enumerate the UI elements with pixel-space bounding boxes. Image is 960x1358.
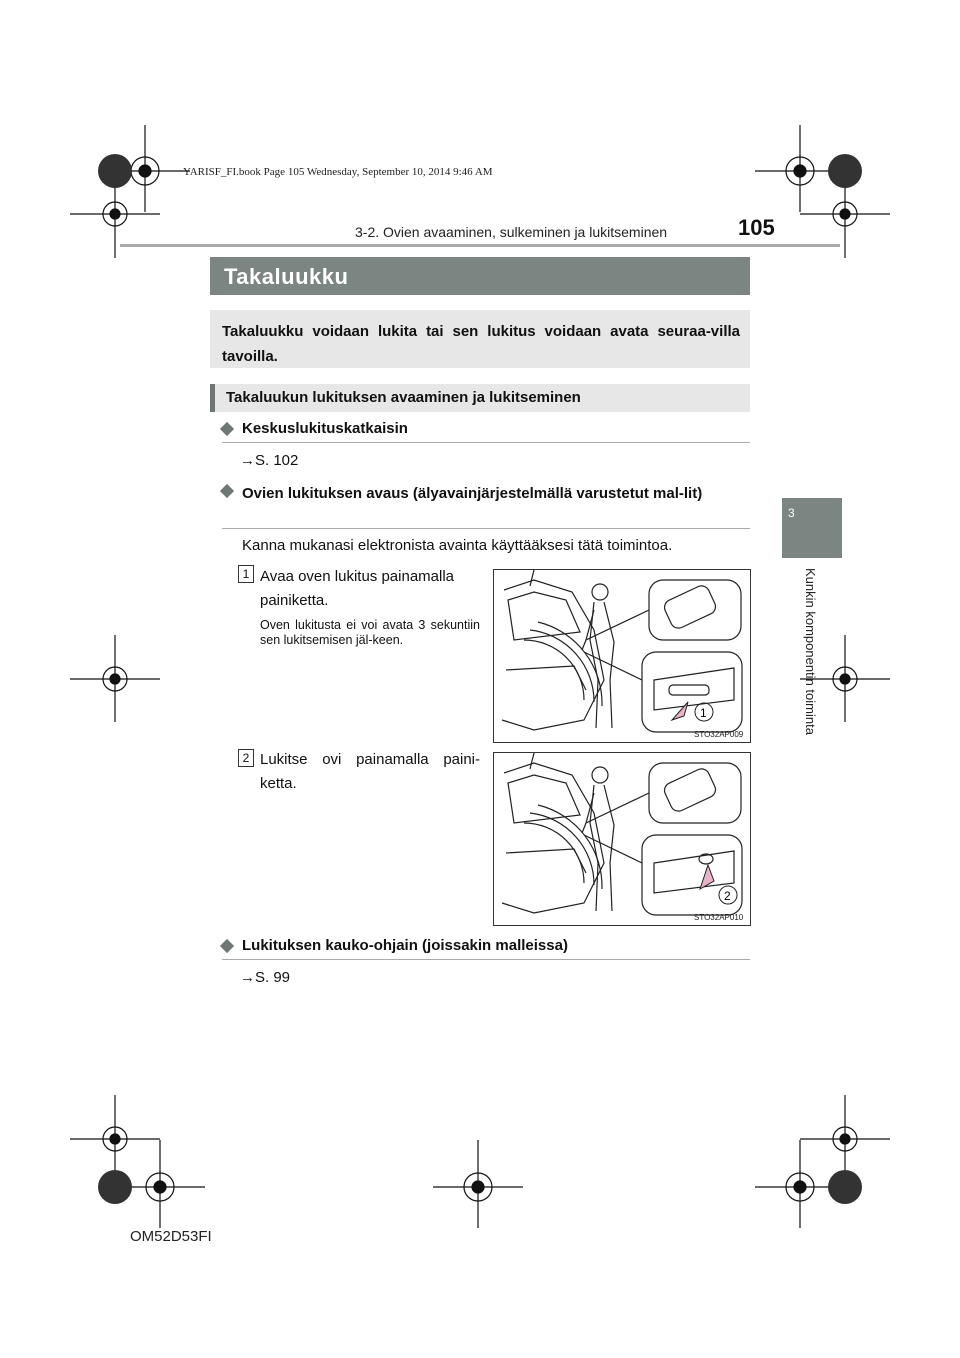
figure-unlock bbox=[493, 569, 751, 743]
chapter-tab bbox=[782, 498, 842, 558]
item-reference: →S. 102 bbox=[240, 452, 299, 469]
step-number: 1 bbox=[238, 565, 254, 583]
item-heading: Ovien lukituksen avaus (älyavainjärjestelmällä varustetut mal-lit) bbox=[242, 485, 703, 502]
figure-callout-number: 1 bbox=[700, 706, 707, 720]
car-rear-illustration bbox=[494, 753, 750, 925]
chapter-label bbox=[800, 568, 820, 768]
figure-code: STO32AP010 bbox=[694, 913, 744, 922]
page-number: 105 bbox=[738, 215, 775, 240]
document-code: OM52D53FI bbox=[130, 1228, 212, 1245]
intro-text: Takaluukku voidaan lukita tai sen lukitus voidaan avata seuraa-villa tavoilla. bbox=[222, 323, 740, 365]
chapter-number: 3 bbox=[788, 506, 795, 520]
running-header: 3-2. Ovien avaaminen, sulkeminen ja lukitseminen bbox=[355, 224, 668, 240]
item-rule bbox=[222, 442, 750, 443]
item-text: Kanna mukanasi elektronista avainta käyttääksesi tätä toimintoa. bbox=[242, 537, 673, 554]
step-text: Avaa oven lukitus painamalla painiketta. bbox=[260, 568, 455, 609]
header-rule bbox=[120, 244, 840, 247]
step-note: Oven lukitusta ei voi avata 3 sekuntiin sen lukitsemisen jäl-keen. bbox=[260, 618, 480, 647]
step-text: Lukitse ovi painamalla paini-ketta. bbox=[260, 751, 480, 792]
subheading-bar bbox=[210, 384, 750, 412]
figure-lock bbox=[493, 752, 751, 926]
item-heading: Lukituksen kauko-ohjain (joissakin malleissa) bbox=[242, 937, 568, 954]
item-rule bbox=[222, 959, 750, 960]
item-heading: Keskuslukituskatkaisin bbox=[242, 420, 408, 437]
chapter-label-text: Kunkin komponentin toiminta bbox=[803, 568, 818, 735]
step-number: 2 bbox=[238, 749, 254, 767]
page-title: Takaluukku bbox=[224, 264, 349, 289]
page-title-bar bbox=[210, 257, 750, 295]
figure-code: STO32AP009 bbox=[694, 730, 744, 739]
intro-box bbox=[210, 310, 750, 368]
subheading: Takaluukun lukituksen avaaminen ja lukitseminen bbox=[226, 389, 581, 406]
car-rear-illustration bbox=[494, 570, 750, 742]
item-rule bbox=[222, 528, 750, 529]
figure-callout-number: 2 bbox=[724, 889, 731, 903]
book-file-tag: YARISF_FI.book Page 105 Wednesday, September 10, 2014 9:46 AM bbox=[183, 166, 493, 178]
item-reference: →S. 99 bbox=[240, 969, 291, 986]
